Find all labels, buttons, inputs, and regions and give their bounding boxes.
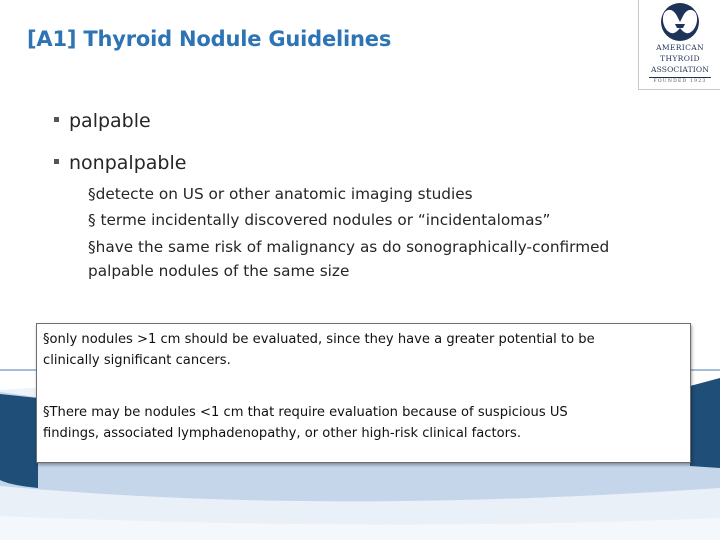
bullet-text: nonpalpable <box>69 152 187 174</box>
logo-divider <box>649 77 711 78</box>
thyroid-gland-icon <box>639 0 720 44</box>
callout-para1-line2: clinically significant cancers. <box>43 353 231 368</box>
bullet-nonpalpable <box>54 152 186 174</box>
bullet-text: palpable <box>69 110 151 132</box>
square-bullet-icon <box>54 117 59 122</box>
bullet-palpable <box>54 110 151 132</box>
logo-text-founded: FOUNDED 1923 <box>653 79 707 84</box>
logo-text-thyroid: THYROID <box>660 54 700 63</box>
callout-para2-line1: §There may be nodules <1 cm that require evaluation because of suspicious US <box>43 405 568 420</box>
sub-bullet-incidentalomas: § terme incidentally discovered nodules or “incidentalomas” <box>88 211 551 229</box>
callout-para1-line1: §only nodules >1 cm should be evaluated, since they have a greater potential to be <box>43 332 595 347</box>
logo-text-american: AMERICAN <box>656 43 704 52</box>
sub-bullet-same-risk-cont: palpable nodules of the same size <box>88 262 350 280</box>
callout-box <box>36 323 691 463</box>
sub-bullet-detected: §detecte on US or other anatomic imaging studies <box>88 185 473 203</box>
callout-para2-line2: findings, associated lymphadenopathy, or other high-risk clinical factors. <box>43 426 521 441</box>
logo-text-association: ASSOCIATION <box>651 65 709 74</box>
square-bullet-icon <box>54 159 59 164</box>
ata-logo <box>638 0 720 90</box>
slide-title: [A1] Thyroid Nodule Guidelines <box>27 27 392 51</box>
sub-bullet-same-risk: §have the same risk of malignancy as do sonographically-confirmed <box>88 238 610 256</box>
